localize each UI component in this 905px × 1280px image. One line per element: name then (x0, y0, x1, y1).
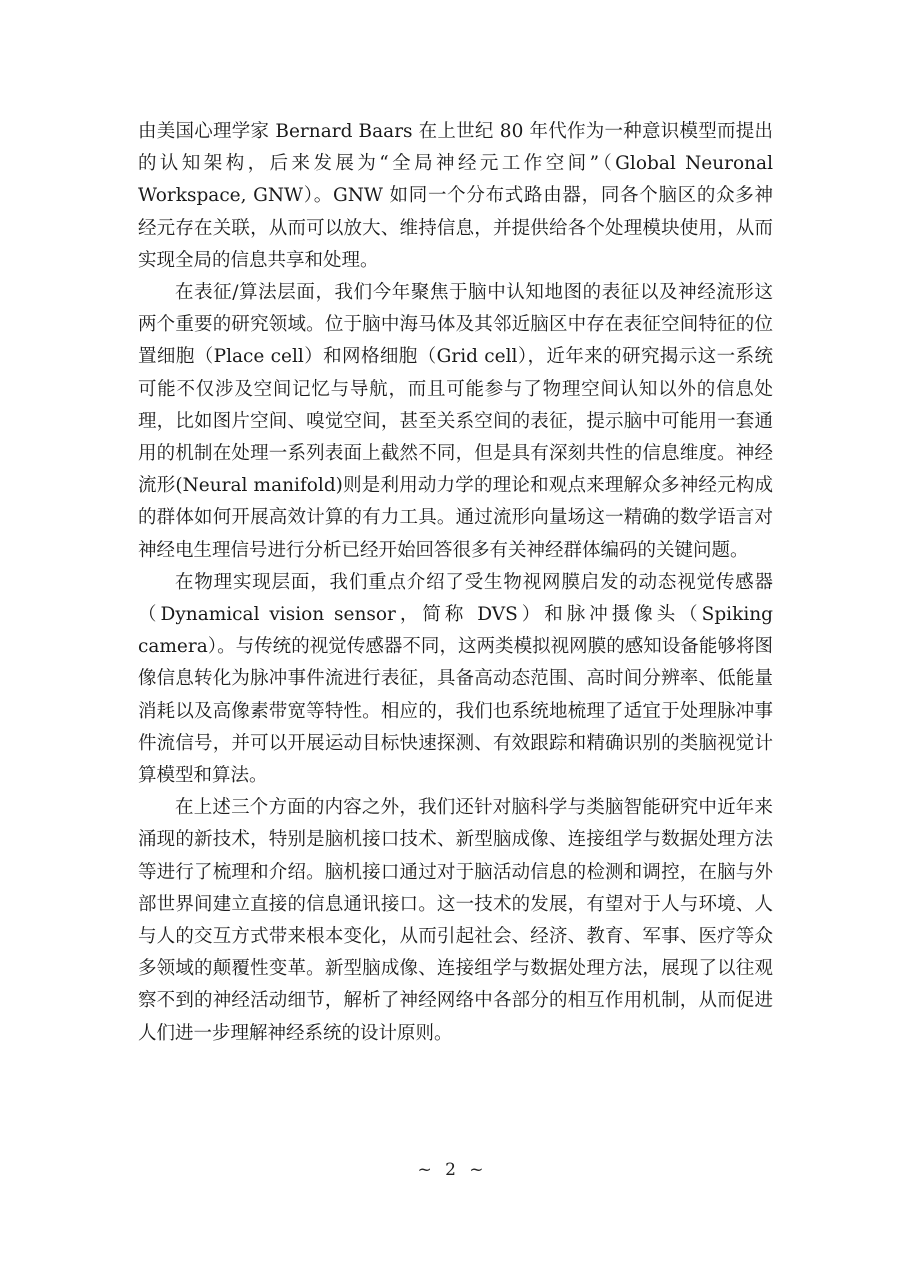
paragraph-gnw: 由美国心理学家 Bernard Baars 在上世纪 80 年代作为一种意识模型而提出的认知架构，后来发展为“全局神经元工作空间”（Global Neuronal Workspace, GNW）。GNW 如同一个分布式路由器，同各个脑区的众多神经元存在关联，从而可以放大、维持信息，并提供给各个处理模块使用，从而实现全局的信息共享和处理。 (138, 121, 773, 271)
paragraph-new-technologies: 在上述三个方面的内容之外，我们还针对脑科学与类脑智能研究中近年来涌现的新技术，特别是脑机接口技术、新型脑成像、连接组学与数据处理方法等进行了梳理和介绍。脑机接口通过对于脑活动信息的检测和调控，在脑与外部世界间建立直接的信息通讯接口。这一技术的发展，有望对于人与环境、人与人的交互方式带来根本变化，从而引起社会、经济、教育、军事、医疗等众多领域的颠覆性变革。新型脑成像、连接组学与数据处理方法，展现了以往观察不到的神经活动细节，解析了神经网络中各部分的相互作用机制，从而促进人们进一步理解神经系统的设计原则。 (138, 797, 773, 1044)
document-body (138, 116, 773, 1050)
paragraph-representation-algorithm: 在表征/算法层面，我们今年聚焦于脑中认知地图的表征以及神经流形这两个重要的研究领域。位于脑中海马体及其邻近脑区中存在表征空间特征的位置细胞（Place cell）和网格细胞（Grid cell），近年来的研究揭示这一系统可能不仅涉及空间记忆与导航，而且可能参与了物理空间认知以外的信息处理，比如图片空间、嗅觉空间，甚至关系空间的表征，提示脑中可能用一套通用的机制在处理一系列表面上截然不同，但是具有深刻共性的信息维度。神经流形(Neural manifold)则是利用动力学的理论和观点来理解众多神经元构成的群体如何开展高效计算的有力工具。通过流形向量场这一精确的数学语言对神经电生理信号进行分析已经开始回答很多有关神经群体编码的关键问题。 (138, 282, 773, 561)
paragraph-physical-implementation: 在物理实现层面，我们重点介绍了受生物视网膜启发的动态视觉传感器（Dynamical vision sensor，简称 DVS）和脉冲摄像头（Spiking camera）。与传统的视觉传感器不同，这两类模拟视网膜的感知设备能够将图像信息转化为脉冲事件流进行表征，具备高动态范围、高时间分辨率、低能量消耗以及高像素带宽等特性。相应的，我们也系统地梳理了适宜于处理脉冲事件流信号，并可以开展运动目标快速探测、有效跟踪和精确识别的类脑视觉计算模型和算法。 (138, 571, 773, 787)
page-number: ~ 2 ~ (417, 1160, 488, 1180)
